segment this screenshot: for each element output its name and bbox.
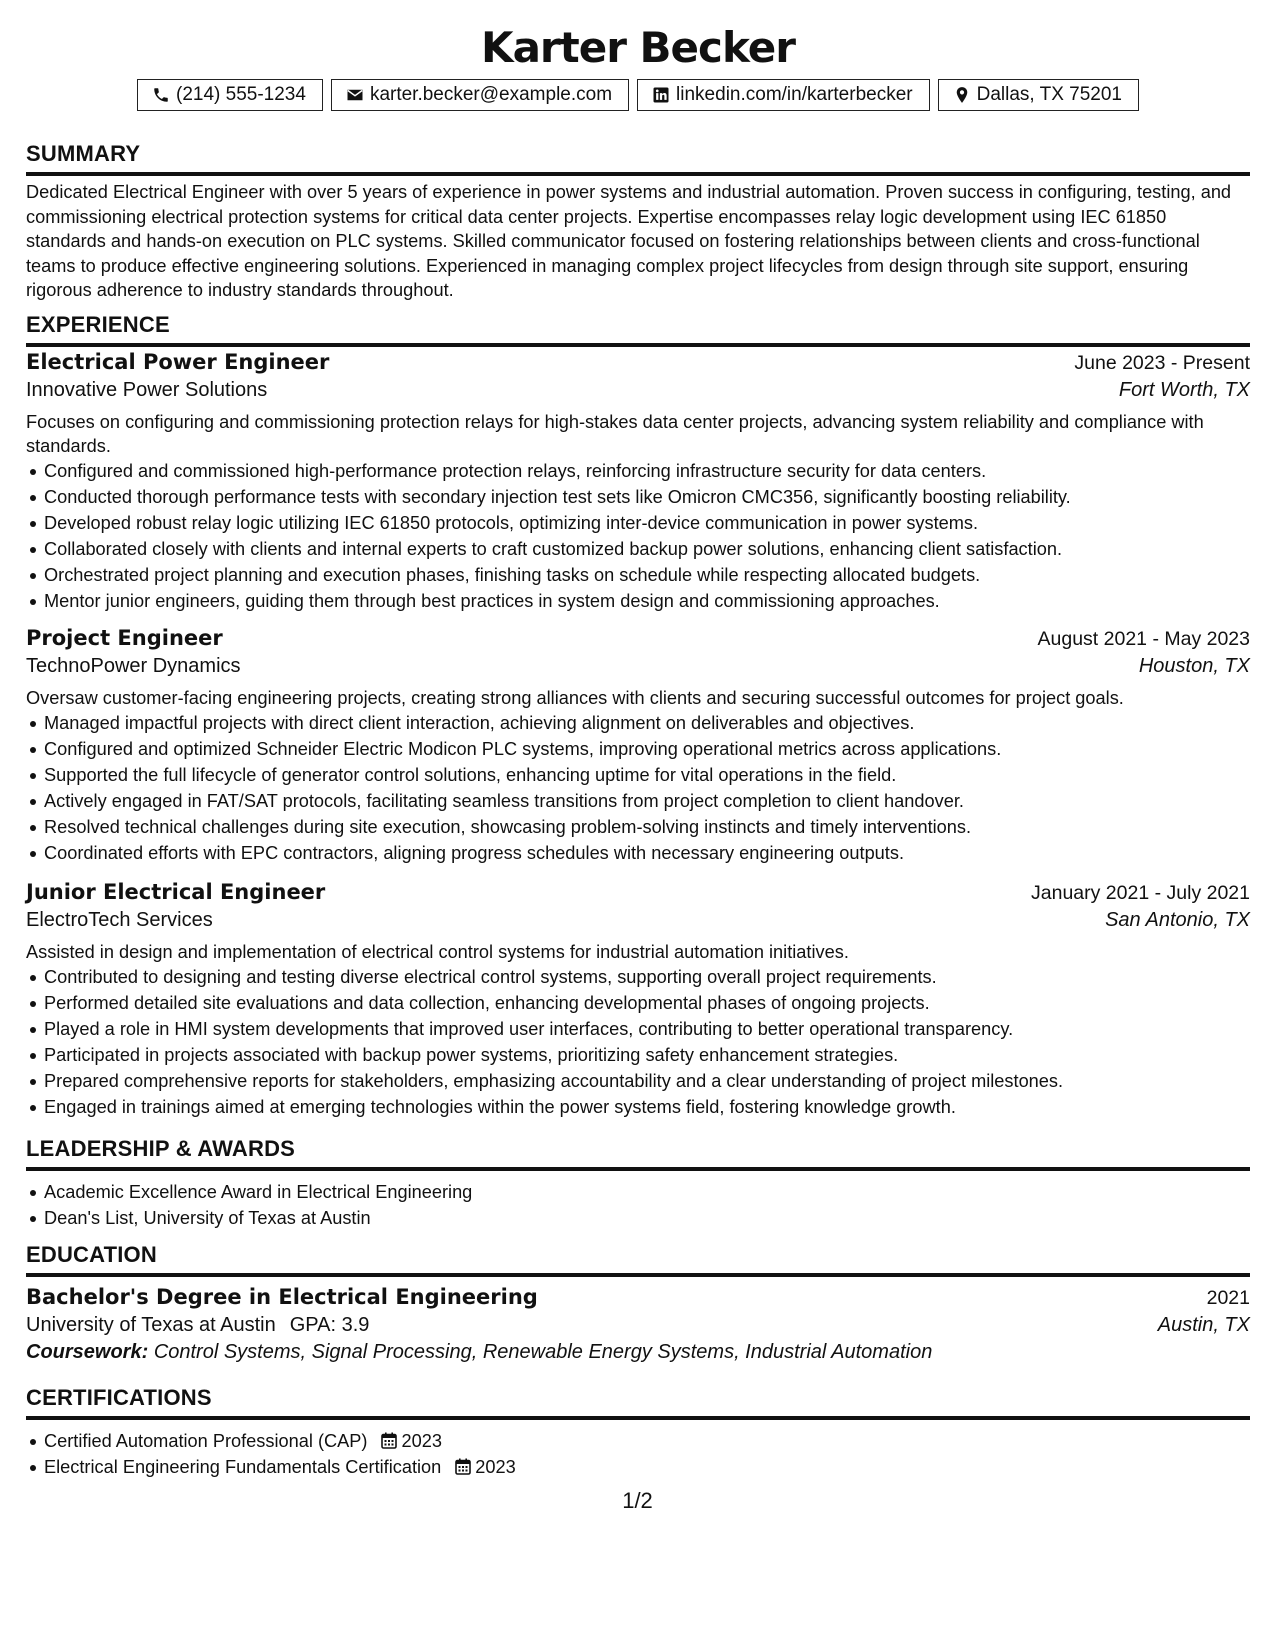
gpa: GPA: 3.9 [289,1314,370,1336]
contact-linkedin-text: linkedin.com/in/karterbecker [676,84,913,105]
certifications-section [26,1385,1250,1480]
contact-email [331,79,629,111]
job-bullets [26,710,1250,866]
job-dates: June 2023 - Present [1074,352,1250,374]
list-item: Actively engaged in FAT/SAT protocols, facilitating seamless transitions from project completion to client handover. [26,788,1250,814]
certification-name: Certified Automation Professional (CAP) [44,1431,368,1451]
job-description: Oversaw customer-facing engineering projects, creating strong alliances with clients and securing successful outcomes for project goals. [26,688,1124,708]
job-description: Focuses on configuring and commissioning protection relays for high-stakes data center projects, advancing system reliability and compliance with standards. [26,412,1204,456]
job-bullets [26,964,1250,1120]
job-location: Houston, TX [1138,655,1250,677]
job-entry [26,626,1250,866]
contact-row [26,79,1250,111]
candidate-name: Karter Becker [481,23,795,72]
list-item: Managed impactful projects with direct client interaction, achieving alignment on deliverables and objectives. [26,710,1250,736]
education-section [26,1242,1250,1364]
list-item: Performed detailed site evaluations and data collection, enhancing developmental phases of ongoing projects. [26,990,1250,1016]
list-item: Supported the full lifecycle of generator control solutions, enhancing uptime for vital operations in the field. [26,762,1250,788]
list-item: Prepared comprehensive reports for stakeholders, emphasizing accountability and a clear understanding of project milestones. [26,1068,1250,1094]
list-item: Resolved technical challenges during site execution, showcasing problem-solving instincts and timely interventions. [26,814,1250,840]
list-item: Academic Excellence Award in Electrical Engineering [26,1179,1250,1205]
leadership-section [26,1136,1250,1231]
contact-phone-text: (214) 555-1234 [176,84,306,105]
contact-linkedin [637,79,930,111]
job-title: Project Engineer [26,626,223,650]
leadership-heading: LEADERSHIP & AWARDS [26,1136,1250,1171]
school-info [26,1314,369,1337]
list-item [26,1428,1250,1454]
phone-icon [152,86,170,104]
job-title: Electrical Power Engineer [26,350,330,374]
job-description: Assisted in design and implementation of electrical control systems for industrial automation initiatives. [26,942,849,962]
job-location: San Antonio, TX [1105,909,1250,931]
graduation-year: 2021 [1206,1287,1250,1309]
company-name: Innovative Power Solutions [26,379,268,401]
certification-name: Electrical Engineering Fundamentals Certification [44,1457,442,1477]
list-item: Configured and commissioned high-performance protection relays, reinforcing infrastructure security for data centers. [26,458,1250,484]
job-title: Junior Electrical Engineer [26,880,326,904]
contact-location-text: Dallas, TX 75201 [976,84,1122,105]
school-location: Austin, TX [1157,1314,1250,1336]
map-pin-icon [953,86,971,104]
resume-page [26,0,1250,1477]
job-entry [26,880,1250,1120]
list-item: Dean's List, University of Texas at Austin [26,1205,1250,1231]
list-item: Participated in projects associated with backup power systems, prioritizing safety enhancement strategies. [26,1042,1250,1068]
education-heading: EDUCATION [26,1242,1250,1277]
contact-email-text: karter.becker@example.com [369,84,613,105]
list-item: Played a role in HMI system developments that improved user interfaces, contributing to better operational transparency. [26,1016,1250,1042]
company-name: TechnoPower Dynamics [26,655,241,677]
job-dates: August 2021 - May 2023 [1037,628,1250,650]
school-name: University of Texas at Austin [26,1314,276,1336]
calendar-icon [455,1458,471,1475]
list-item: Conducted thorough performance tests with secondary injection test sets like Omicron CMC356, significantly boosting reliability. [26,484,1250,510]
certification-year: 2023 [475,1457,516,1477]
linkedin-icon [652,86,670,104]
coursework [26,1341,1250,1364]
summary-section [26,141,1250,303]
job-entry [26,350,1250,614]
list-item [26,1454,1250,1480]
experience-heading: EXPERIENCE [26,312,1250,347]
summary-heading: SUMMARY [26,141,1250,176]
degree-title: Bachelor's Degree in Electrical Engineering [26,1285,538,1309]
list-item: Collaborated closely with clients and internal experts to craft customized backup power solutions, enhancing client satisfaction. [26,536,1250,562]
list-item: Coordinated efforts with EPC contractors, aligning progress schedules with necessary engineering outputs. [26,840,1250,866]
job-bullets [26,458,1250,614]
calendar-icon [381,1432,397,1449]
leadership-list [26,1179,1250,1231]
company-name: ElectroTech Services [26,909,213,931]
job-dates: January 2021 - July 2021 [1031,882,1250,904]
experience-section [26,312,1250,347]
job-location: Fort Worth, TX [1118,379,1250,401]
envelope-icon [346,86,364,104]
list-item: Contributed to designing and testing diverse electrical control systems, supporting overall project requirements. [26,964,1250,990]
list-item: Developed robust relay logic utilizing IEC 61850 protocols, optimizing inter-device communication in power systems. [26,510,1250,536]
coursework-list: Control Systems, Signal Processing, Renewable Energy Systems, Industrial Automation [153,1341,933,1363]
certifications-heading: CERTIFICATIONS [26,1385,1250,1420]
certifications-list [26,1428,1250,1480]
contact-location [938,79,1139,111]
list-item: Configured and optimized Schneider Electric Modicon PLC systems, improving operational metrics across applications. [26,736,1250,762]
summary-text: Dedicated Electrical Engineer with over 5 years of experience in power systems and industrial automation. Proven success in configuring, testing, and commissioning electrical protection systems for critical data center projects. Expertise encompasses relay logic development using IEC 61850 standards and hands-on execution on PLC systems. Skilled communicator focused on fostering relationships between clients and cross-functional teams to produce effective engineering solutions. Experienced in managing complex project lifecycles from design through site support, ensuring rigorous adherence to industry standards throughout. [26,182,1232,300]
coursework-label: Coursework: [26,1341,149,1363]
list-item: Engaged in trainings aimed at emerging technologies within the power systems field, fostering knowledge growth. [26,1094,1250,1120]
list-item: Mentor junior engineers, guiding them through best practices in system design and commissioning approaches. [26,588,1250,614]
page-number: 1/2 [622,1488,653,1513]
list-item: Orchestrated project planning and execution phases, finishing tasks on schedule while respecting allocated budgets. [26,562,1250,588]
contact-phone [137,79,323,111]
certification-year: 2023 [401,1431,442,1451]
